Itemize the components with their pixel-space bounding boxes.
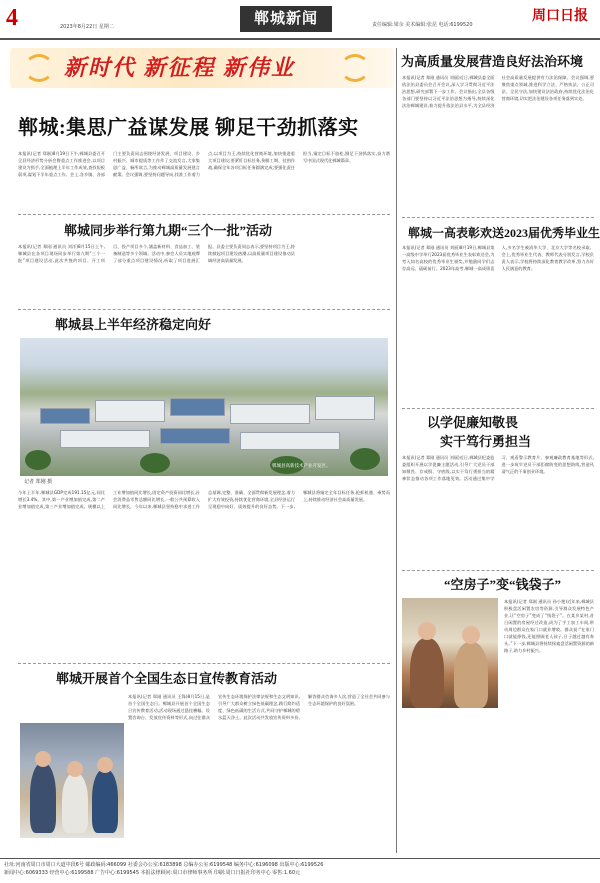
building <box>40 408 90 424</box>
tree <box>140 453 170 473</box>
column-divider <box>396 48 397 853</box>
headline-law: 为高质量发展营造良好法治环境 <box>401 54 584 69</box>
integrity-article-body: 本报讯(记者 郑刚 通讯员 刘丽)近日,郸城县纪委监委组织开展以学促廉主题活动,引导广大党员干部知敬畏、存戒惧、守底线,以实干笃行勇担当的精神状态推动各项工作落地见效。活动通过集中学习、观看警示教育片、参观廉政教育基地等形式,进一步筑牢党员干部拒腐防变的思想防线,营造风清气正的干事创业环境。 <box>402 455 594 481</box>
theme-banner <box>10 48 394 88</box>
headline-graduates: 郸城一高表彰欢送2023届优秀毕业生 <box>408 226 600 240</box>
person-head <box>67 761 83 777</box>
page-footer <box>0 858 600 883</box>
headline-ecology: 郸城开展首个全国生态日宣传教育活动 <box>56 671 278 686</box>
person-head <box>418 622 436 640</box>
headline-economy: 郸城县上半年经济稳定向好 <box>55 317 212 332</box>
law-article-body: 本报讯(记者 郑刚 通讯员 刘丽)近日,郸城县委全面依法治县委员会召开会议,深入学习贯彻习近平法治思想,研究部署下一步工作。会议指出,全县各级各部门要坚持以习近平法治思想为指导,持续深化法治郸城建设,着力提升依法治县水平,为全县经济社会高质量发展提供有力法治保障。会议强调,要聚焦重点领域,推进科学立法、严格执法、公正司法、全民守法,加快建设法治政府,持续优化法治化营商环境,切实把法治建设各项任务落到实处。 <box>402 75 594 108</box>
tree <box>350 448 380 470</box>
banner-swirl-right <box>340 54 370 82</box>
tree <box>25 450 51 470</box>
headline-integrity-line1: 以学促廉知敬畏 <box>427 415 519 430</box>
workshop-photo <box>402 598 498 708</box>
building <box>60 430 150 448</box>
divider <box>18 214 390 215</box>
headline-empty-house: “空房子”变“钱袋子” <box>444 577 562 592</box>
photo-credit: 记者 郑刚 摄 <box>24 479 53 485</box>
divider <box>402 570 594 571</box>
banner-slogan: 新时代 新征程 新伟业 <box>64 55 296 80</box>
headline-main: 郸城:集思广益谋发展 铆足干劲抓落实 <box>18 117 359 139</box>
person <box>454 642 488 708</box>
person-head <box>97 757 113 773</box>
person <box>62 773 88 833</box>
building <box>170 398 225 416</box>
footer-line-2: 新闻中心:6069333 经营中心:6199588 广告中心:6199545 本报法律顾问:周口市律师事务所 印刷:周口日报社印务中心 零售:1.60元 <box>4 870 300 876</box>
empty-house-article-body <box>402 598 594 853</box>
banner-swirl-left <box>24 54 54 82</box>
graduates-article-body: 本报讯(记者 郑刚 通讯员 刘丽)8月19日,郸城县第一高级中学举行2023届优秀毕业生表彰欢送会,为考入知名高校的优秀毕业生颁奖,并勉励同学们志存高远、砥砺前行。2023年高考,郸城一高成绩喜人,多名学生被清华大学、北京大学等名校录取。会上,优秀毕业生代表、教师代表分别发言,学校负责人表示,学校将持续深化教育教学改革,努力办好人民满意的教育。 <box>402 245 594 271</box>
person-head <box>462 626 480 644</box>
headline-integrity-line2: 实干笃行勇担当 <box>440 434 532 449</box>
building <box>230 404 310 424</box>
divider <box>402 408 594 409</box>
headline-sanger: 郸城同步举行第九期“三个一批”活动 <box>64 223 273 238</box>
sanger-article-body: 本报讯(记者 郑刚 通讯员 刘洋)8月15日上午,郸城县在各项目现场同步举行第九期“三个一批”项目建设活动,此次共签约项目、开工项目、投产项目多个,涵盖新材料、食品加工、装备制造等多个领域。活动中,参会人员实地观摩了部分重点项目建设情况,听取了项目进展汇报。县委主要负责同志表示,要坚持项目为王,持续掀起项目建设热潮,以高质量项目建设推动县域经济高质量发展。 <box>18 244 295 263</box>
person <box>410 638 444 708</box>
ecology-event-photo <box>20 723 124 838</box>
divider <box>402 217 594 218</box>
divider <box>18 663 390 664</box>
page-header <box>0 0 600 40</box>
building <box>240 432 340 450</box>
ecology-article-body: 本报讯(记者 郑刚 通讯员 王锋)8月15日,是首个全国生态日。郸城县开展首个全国生态日宣传教育活动,活动现场通过悬挂横幅、设置咨询台、发放宣传资料等形式,向过往群众宣传生态环境保护法律法规和生态文明知识,引导广大群众树立绿色低碳理念,践行简约适度、绿色低碳的生活方式,共同守护郸城的碧水蓝天净土。此次活动共发放宣传资料多份,解答群众咨询多人次,营造了全社会共同参与生态环境保护的良好氛围。 <box>128 694 390 720</box>
person <box>92 769 118 833</box>
person <box>30 763 56 833</box>
building <box>315 396 375 420</box>
page-number: 4 <box>6 5 18 31</box>
footer-line-1: 社址:河南省周口市周口大道中段6号 邮政编码:466099 社委会办公室:6183898 总编办公室:6199548 编务中心:6196098 出版中心:6199526 <box>4 862 324 868</box>
person-head <box>35 751 51 767</box>
building <box>160 428 230 444</box>
building <box>95 400 165 422</box>
industrial-park-aerial-photo <box>20 338 388 476</box>
photo-caption-overlay: 郸城县高新技术产业开发区。 <box>272 464 331 469</box>
empty-house-text: 本报讯(记者 郑刚 通讯员 孙小艳)近年来,郸城县积极盘活闲置农房等资源,引导群众发展特色产业,让“空房子”变成了“钱袋子”。在某乡某村,昔日闲置的房屋经过改造,成为了手工加工车间,带动周边群众在家门口就业增收。群众说:“在家门口就能挣钱,还能照顾老人孩子,日子越过越有奔头。”下一步,郸城县将持续探索盘活闲置资源的新路子,助力乡村振兴。 <box>504 599 594 653</box>
newspaper-logo: 周口日报 <box>532 9 588 24</box>
section-title: 郸城新闻 <box>240 6 332 32</box>
divider <box>18 309 390 310</box>
economy-article-body: 今年上半年,郸城县GDP完成191.15亿元,同比增长3.4%。其中,第一产业增加值完成,第二产业增加值完成,第三产业增加值完成。规模以上工业增加值同比增长,固定资产投资同比增长,社会消费品零售总额同比增长,一般公共预算收入同比增长。今年以来,郸城县坚持稳中求进工作总基调,完整、准确、全面贯彻新发展理念,着力扩大有效投资,持续优化营商环境,全县经济运行呈现稳中向好、质效提升的良好态势。下一步,郸城县将锚定全年目标任务,抢抓机遇、乘势而上,持续推动经济社会高质量发展。 <box>18 490 390 509</box>
publish-date: 2023年8月22日 星期二 <box>60 24 114 30</box>
main-article-body: 本报讯(记者 郑刚)8月19日下午,郸城县委召开全县经济形势分析会暨重点工作推进会,以项目建设为抓手,全面梳理上半年工作成效,查找短板弱项,谋划下半年重点工作。会上,各乡镇、各部门主要负责同志围绕经济发展、项目建设、乡村振兴、城市提质等工作作了交流发言,大家集思广益、畅所欲言,为推动郸城高质量发展建言献策。会议强调,要坚持问题导向,找准工作着力点,以项目为王,持续优化营商环境,加快推进重大项目建设;要紧盯目标任务,倒排工期、挂图作战,确保全年各项目标任务圆满完成;要强化责任担当,锚定目标不放松,铆足干劲抓落实,奋力谱写中国式现代化郸城篇章。 <box>18 151 390 177</box>
editor-info: 责任编辑:梁余 美术编辑:张昆 电话:6199520 <box>372 22 473 28</box>
